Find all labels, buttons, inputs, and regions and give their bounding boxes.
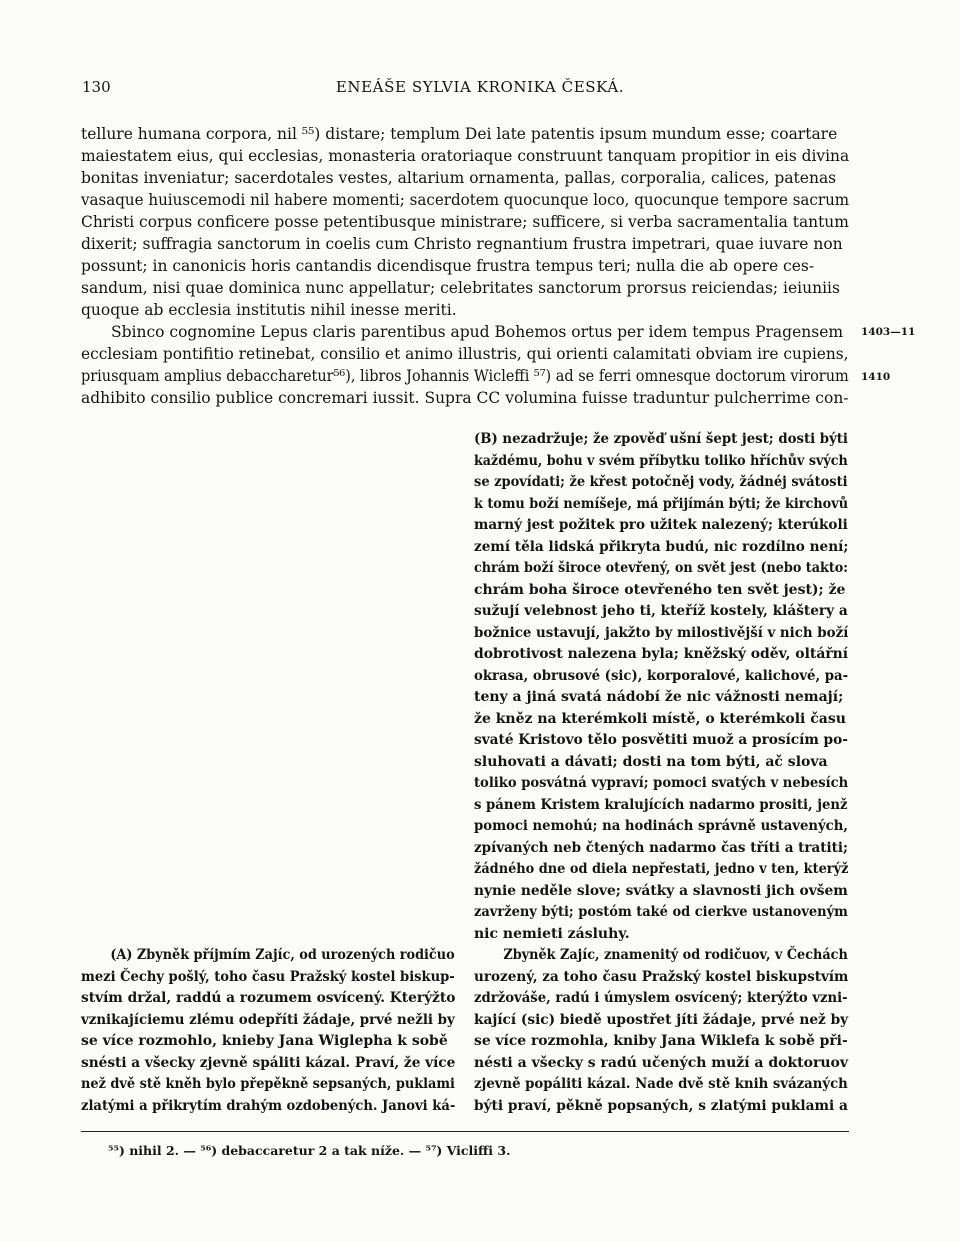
column-b-line: chrám boží široce otevřený, on svět jest (nebo takto: [474, 560, 848, 576]
column-b-line: dobrotivost nalezena byla; kněžský oděv, oltářní [474, 646, 849, 662]
running-title: ENEÁŠE SYLVIA KRONIKA ČESKÁ. [335, 78, 625, 96]
column-a-line: vznikajíciemu zlému odepříti žádaje, prvé nežli by [81, 1011, 455, 1028]
column-b-line: zavrženy býti; postóm také od cierkve ustanoveným [474, 904, 848, 920]
column-b-line: zjevně popáliti kázal. Nade dvě stě knih svázaných [474, 1076, 848, 1092]
latin-line: sandum, nisi quae dominica nunc appellatur; celebritates sanctorum prorsus reiciendas; ieiuniis [81, 279, 840, 297]
latin-line: bonitas inveniatur; sacerdotales vestes, altarium ornamenta, pallas, corporalia, calices, patenas [81, 169, 837, 187]
column-a-line: zlatými a přikrytím drahým ozdobených. Janovi ká- [81, 1097, 456, 1114]
latin-line: Christi corpus conficere posse petentibusque ministrare; sufficere, si verba sacramentalia tantum [81, 213, 849, 231]
column-b-line: že kněz na kterémkoli místě, o kterémkoli času [474, 710, 846, 727]
column-b-line: žádného dne od diela nepřestati, jedno v ten, kterýž [474, 861, 849, 877]
column-b-line: svaté Kristovo tělo posvětiti muož a prosícím po- [474, 732, 848, 748]
column-b-line: s pánem Kristem kralujících nadarmo prositi, jenž [474, 796, 848, 813]
latin-line: vasaque huiuscemodi nil habere momenti; sacerdotem quocunque loco, quocunque tempore sacrum [81, 191, 850, 209]
czech-column-b [474, 429, 848, 1117]
column-b-line: nynie neděle slove; svátky a slavnosti jich ovšem [474, 882, 848, 899]
margin-date-note: 1403—11 [861, 326, 916, 338]
column-b-line: zemí těla lidská přikryta budú, nic rozdílno není; [474, 538, 849, 555]
column-b-line: (B) nezadržuje; že zpověď ušní šept jest; dosti býti [474, 431, 848, 447]
column-b-line: zpívaných neb čtených nadarmo čas tříti a tratiti; [474, 839, 848, 856]
column-b-line: se zpovídati; že křest potočněj vody, žádnéj svátosti [474, 474, 848, 490]
column-b-line: sluhovati a dávati; dosti na tom býti, ač slova [474, 753, 828, 770]
column-b-line: pomoci nemohú; na hodinách správně ustavených, [474, 818, 848, 834]
latin-line: priusquam amplius debaccharetur⁵⁶), libros Johannis Wicleffi ⁵⁷) ad se ferri omnesque doctorum virorum [81, 367, 849, 385]
latin-line: ecclesiam pontifitio retinebat, consilio et animo illustris, qui orienti calamitati obviam ire cupiens, [81, 345, 849, 363]
column-b-line: okrasa, obrusové (sic), korporalové, kalichové, pa- [474, 667, 849, 684]
column-b-line: marný jest požitek pro užitek nalezený; kterúkoli [474, 517, 848, 533]
latin-line: tellure humana corpora, nil ⁵⁵) distare; templum Dei late patentis ipsum mundum esse; coartare [81, 125, 838, 143]
column-b-line: nic nemieti zásluhy. [474, 925, 630, 942]
column-b-line: sužují velebnost jeho ti, kteříž kostely, kláštery a [474, 603, 848, 619]
column-a-line: (A) Zbyněk příjmím Zajíc, od urozených rodičuo [110, 947, 455, 963]
column-b-line: nésti a všecky s radú učených muží a doktoruov [474, 1054, 849, 1071]
column-a-line: než dvě stě kněh bylo přepěkně sepsaných, puklami [81, 1076, 455, 1092]
column-b-line: božnice ustavují, jakžto by milostivější v nich boží [474, 624, 849, 641]
latin-line: Sbinco cognomine Lepus claris parentibus apud Bohemos ortus per idem tempus Pragensem [111, 323, 844, 341]
column-b-line: chrám boha široce otevřeného ten svět jest); že [474, 581, 846, 598]
column-a-line: snésti a všecky zjevně spáliti kázal. Praví, že více [81, 1054, 456, 1071]
column-b-line: zdržováše, radú i úmyslem osvícený; kterýžto vzni- [474, 990, 848, 1006]
column-b-line: teny a jiná svatá nádobí že nic vážnosti nemají; [474, 689, 844, 705]
column-b-line: každému, bohu v svém příbytku toliko hříchův svých [474, 452, 848, 469]
column-a-line: se více rozmohlo, knieby Jana Wiglepha k sobě [81, 1033, 448, 1049]
column-b-line: se více rozmohla, kniby Jana Wiklefa k sobě při- [474, 1033, 848, 1049]
column-b-line: kající (sic) biedě upostřet jíti žádaje, prvé než by [474, 1011, 849, 1028]
column-b-line: toliko posvátná vypraví; pomoci svatých v nebesích [474, 775, 849, 791]
footnote-rule [81, 1131, 849, 1132]
page-number: 130 [82, 78, 111, 96]
latin-line: maiestatem eius, qui ecclesias, monasteria oratoriaque construunt tanquam propitior in eis divina [81, 147, 850, 165]
column-a-line: stvím držal, raddú a rozumem osvícený. Kterýžto [81, 990, 456, 1006]
column-b-line: k tomu boží nemíšeje, má přijímán býti; že kirchovů [474, 495, 849, 512]
column-b-line: býti praví, pěkně popsaných, s zlatými puklami a [474, 1097, 848, 1114]
czech-column-a [81, 945, 455, 1117]
column-a-line: mezi Čechy pošlý, toho času Pražský kostel biskup- [81, 968, 455, 985]
latin-line: possunt; in canonicis horis cantandis dicendisque frustra tempus teri; nulla die ab opere ces- [81, 257, 815, 275]
column-b-line: urozený, za toho času Pražský kostel biskupstvím [474, 968, 849, 985]
footnotes: ⁵⁵) nihil 2. — ⁵⁶) debaccaretur 2 a tak níže. — ⁵⁷) Vicliffi 3. [108, 1143, 511, 1158]
latin-line: quoque ab ecclesia institutis nihil inesse meriti. [81, 301, 457, 319]
latin-line: adhibito consilio publice concremari iussit. Supra CC volumina fuisse traduntur pulcherrime con- [81, 389, 849, 407]
column-b-line: Zbyněk Zajíc, znamenitý od rodičuov, v Čechách [503, 947, 848, 963]
latin-line: dixerit; suffragia sanctorum in coelis cum Christo regnantium frustra impetrari, quae iuvare non [81, 235, 843, 253]
margin-date-note: 1410 [861, 371, 891, 383]
